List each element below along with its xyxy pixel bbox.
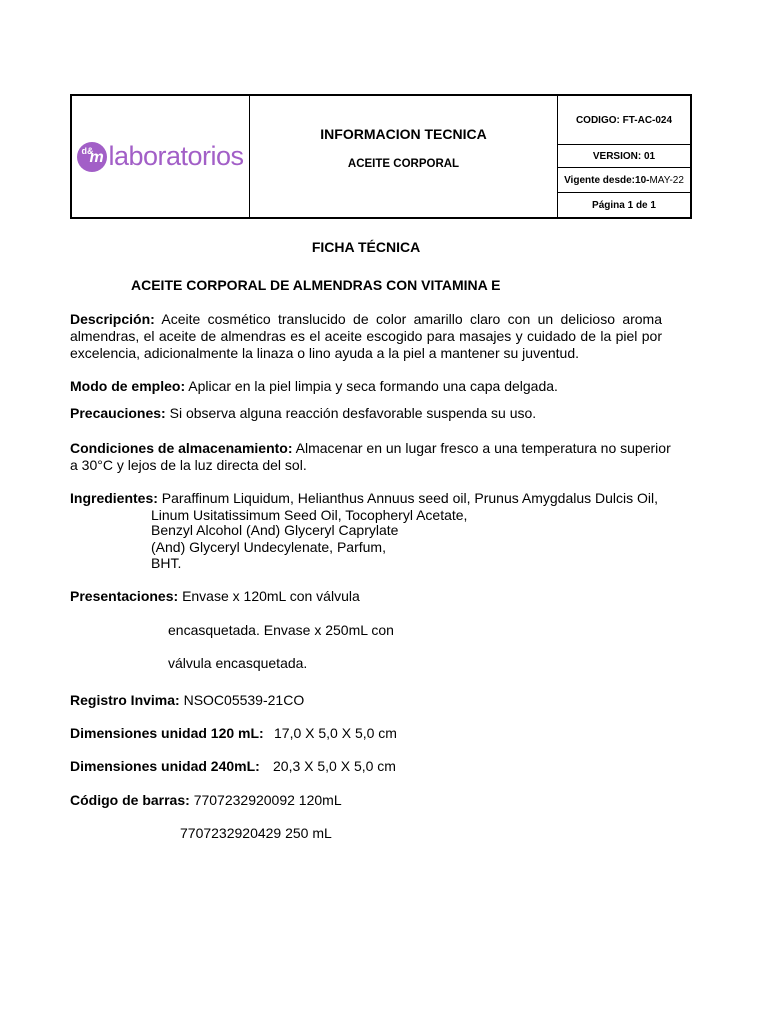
vigente-cell [558,168,690,193]
vigente-label: Vigente desde:10- [564,174,650,186]
logo-mark-letter: m [89,148,104,166]
barras-text1: 7707232920092 120mL [193,792,342,808]
precauciones-paragraph [70,405,536,422]
ingredientes-text1: Paraffinum Liquidum, Helianthus Annuus seed oil, Prunus Amygdalus Dulcis Oil, [161,490,659,506]
precauciones-text: Si observa alguna reacción desfavorable suspenda su uso. [169,405,537,421]
logo-prefix: d& [81,145,94,156]
title-cell [250,96,558,217]
descripcion-paragraph [70,311,662,362]
descripcion-text: Aceite cosmético translucido de color amarillo claro con un delicioso aroma almendras, el aceite de almendras es el aceite escogido para masajes y cuidado de la piel por excelencia, adicionalmente la linaza o lino ayuda a la piel a mantener su juventud. [70,311,663,361]
header-title: INFORMACION TECNICA [320,126,487,142]
modo-label: Modo de empleo: [70,378,186,394]
registro-line [70,692,304,709]
presentaciones-text1: Envase x 120mL con válvula [182,588,360,604]
condiciones-line2: a 30°C y lejos de la luz directa del sol. [70,457,307,473]
modo-text: Aplicar en la piel limpia y seca formando una capa delgada. [188,378,558,394]
ingredientes-line2: Linum Usitatissimum Seed Oil, Tocopheryl Acetate, [151,507,468,523]
ingredientes-line4: (And) Glyceryl Undecylenate, Parfum, [151,539,386,555]
ingredientes-line1 [70,490,658,507]
header-subtitle: ACEITE CORPORAL [347,158,460,170]
version-cell: VERSION: 01 [558,145,690,168]
product-title: ACEITE CORPORAL DE ALMENDRAS CON VITAMINA E [131,277,501,293]
presentaciones-line1 [70,588,360,605]
dim120-value: 17,0 X 5,0 X 5,0 cm [274,725,397,741]
logo-cell [72,96,250,217]
dim120-label: Dimensiones unidad 120 mL: [70,725,264,741]
ficha-title: FICHA TÉCNICA [311,239,421,255]
company-logo [77,141,243,172]
dim240-line [70,758,260,775]
condiciones-label: Condiciones de almacenamiento: [70,440,293,456]
barras-label: Código de barras: [70,792,190,808]
logo-mark-icon [77,142,107,172]
presentaciones-label: Presentaciones: [70,588,179,604]
dim240-label: Dimensiones unidad 240mL: [70,758,260,774]
ingredientes-label: Ingredientes: [70,490,158,506]
ingredientes-line5: BHT. [151,555,182,571]
pagina-cell: Página 1 de 1 [592,199,656,211]
ingredientes-line3: Benzyl Alcohol (And) Glyceryl Caprylate [151,522,399,538]
descripcion-label: Descripción: [70,311,155,327]
modo-paragraph [70,378,558,395]
registro-text: NSOC05539-21CO [183,692,305,708]
control-cells [558,96,690,217]
registro-label: Registro Invima: [70,692,180,708]
presentaciones-line2: encasquetada. Envase x 250mL con [168,622,394,638]
condiciones-line1 [70,440,671,457]
barras-line2: 7707232920429 250 mL [180,825,332,841]
codigo-cell: CODIGO: FT-AC-024 [558,96,690,145]
precauciones-label: Precauciones: [70,405,166,421]
header-table [70,94,692,219]
logo-text: laboratorios [108,141,244,171]
condiciones-text1: Almacenar en un lugar fresco a una temperatura no superior [295,440,671,456]
presentaciones-line3: válvula encasquetada. [168,655,308,671]
dim120-line [70,725,264,742]
dim240-value: 20,3 X 5,0 X 5,0 cm [273,758,396,774]
barras-line1 [70,792,342,809]
vigente-date: MAY-22 [649,174,684,186]
